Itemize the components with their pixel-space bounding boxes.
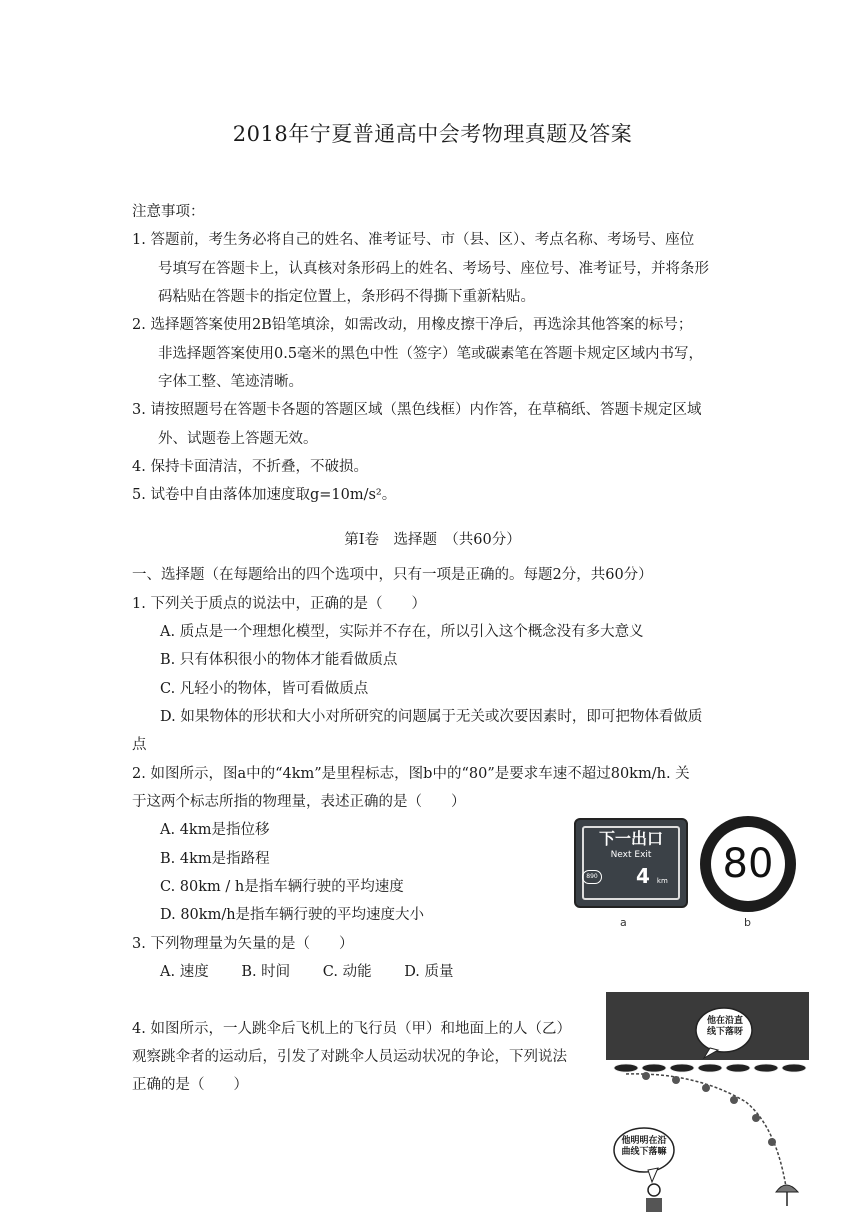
question-option: D. 质量 bbox=[404, 964, 454, 980]
question-option: D. 80km/h是指车辆行驶的平均速度大小 bbox=[160, 907, 425, 923]
bubble-bottom-text: 他明明在沿曲线下落嘛 bbox=[621, 1136, 667, 1157]
question-stem: 1. 下列关于质点的说法中，正确的是（ ） bbox=[132, 596, 426, 612]
route-badge: 890 bbox=[582, 870, 602, 884]
question-stem: 于这两个标志所指的物理量，表述正确的是（ ） bbox=[132, 794, 466, 810]
sign-a-distance: 4 km bbox=[636, 864, 668, 888]
question-option: C. 凡轻小的物体，皆可看做质点 bbox=[160, 681, 369, 697]
notice-line: 非选择题答案使用0.5毫米的黑色中性（签字）笔或碳素笔在答题卡规定区域内书写， bbox=[158, 346, 704, 362]
notice-line: 外、试题卷上答题无效。 bbox=[158, 431, 318, 447]
part-heading: 一、选择题（在每题给出的四个选项中，只有一项是正确的。每题2分，共60分） bbox=[132, 567, 653, 583]
question-option: A. 质点是一个理想化模型，实际并不存在，所以引入这个概念没有多大意义 bbox=[160, 624, 644, 640]
speed-limit-value: 80 bbox=[711, 827, 785, 901]
notice-line: 4. 保持卡面清洁，不折叠，不破损。 bbox=[132, 459, 368, 475]
notice-heading: 注意事项： bbox=[132, 204, 205, 220]
question-stem: 4. 如图所示，一人跳伞后飞机上的飞行员（甲）和地面上的人（乙） bbox=[132, 1021, 571, 1037]
sign-a-chinese: 下一出口 bbox=[598, 829, 663, 848]
mileage-sign bbox=[574, 818, 688, 908]
question-option: A. 4km是指位移 bbox=[160, 822, 270, 838]
question-option: D. 如果物体的形状和大小对所研究的问题属于无关或次要因素时，即可把物体看做质 bbox=[160, 709, 703, 725]
question-option: A. 速度 bbox=[160, 964, 209, 980]
road-signs-figure bbox=[572, 816, 812, 931]
notice-line: 3. 请按照题号在答题卡各题的答题区域（黑色线框）内作答，在草稿纸、答题卡规定区域 bbox=[132, 402, 702, 418]
notice-line: 5. 试卷中自由落体加速度取g=10m/s²。 bbox=[132, 487, 397, 503]
bubble-top-text: 他在沿直线下落呀 bbox=[706, 1016, 743, 1037]
notice-line: 字体工整、笔迹清晰。 bbox=[158, 374, 303, 390]
question-stem: 正确的是（ ） bbox=[132, 1077, 248, 1093]
question-option: B. 只有体积很小的物体才能看做质点 bbox=[160, 652, 398, 668]
question-option: B. 时间 bbox=[241, 964, 291, 980]
question-option: C. 80km / h是指车辆行驶的平均速度 bbox=[160, 879, 404, 895]
notice-line: 2. 选择题答案使用2B铅笔填涂，如需改动，用橡皮擦干净后，再选涂其他答案的标号； bbox=[132, 317, 693, 333]
notice-line: 号填写在答题卡上，认真核对条形码上的姓名、考场号、座位号、准考证号，并将条形 bbox=[158, 261, 709, 277]
question-option-wrap: 点 bbox=[132, 737, 147, 753]
question-option: C. 动能 bbox=[322, 964, 372, 980]
notice-line: 码粘贴在答题卡的指定位置上，条形码不得撕下重新粘贴。 bbox=[158, 289, 535, 305]
question-stem: 3. 下列物理量为矢量的是（ ） bbox=[132, 936, 354, 952]
caption-a: a bbox=[620, 916, 627, 929]
question-option: B. 4km是指路程 bbox=[160, 851, 270, 867]
question-stem: 观察跳伞者的运动后，引发了对跳伞人员运动状况的争论，下列说法 bbox=[132, 1049, 567, 1065]
speed-limit-sign bbox=[700, 816, 796, 912]
caption-b: b bbox=[744, 916, 751, 929]
section-title: 第Ⅰ卷 选择题 （共60分） bbox=[344, 532, 521, 548]
question-options-row bbox=[160, 965, 482, 980]
notice-line: 1. 答题前，考生务必将自己的姓名、准考证号、市（县、区）、考点名称、考场号、座位 bbox=[132, 232, 695, 248]
parachute-figure bbox=[606, 992, 809, 1224]
question-stem: 2. 如图所示，图a中的“4km”是里程标志，图b中的“80”是要求车速不超过80km/h. 关 bbox=[132, 766, 690, 782]
page-title: 2018年宁夏普通高中会考物理真题及答案 bbox=[232, 122, 633, 146]
sign-a-english: Next Exit bbox=[610, 850, 652, 860]
